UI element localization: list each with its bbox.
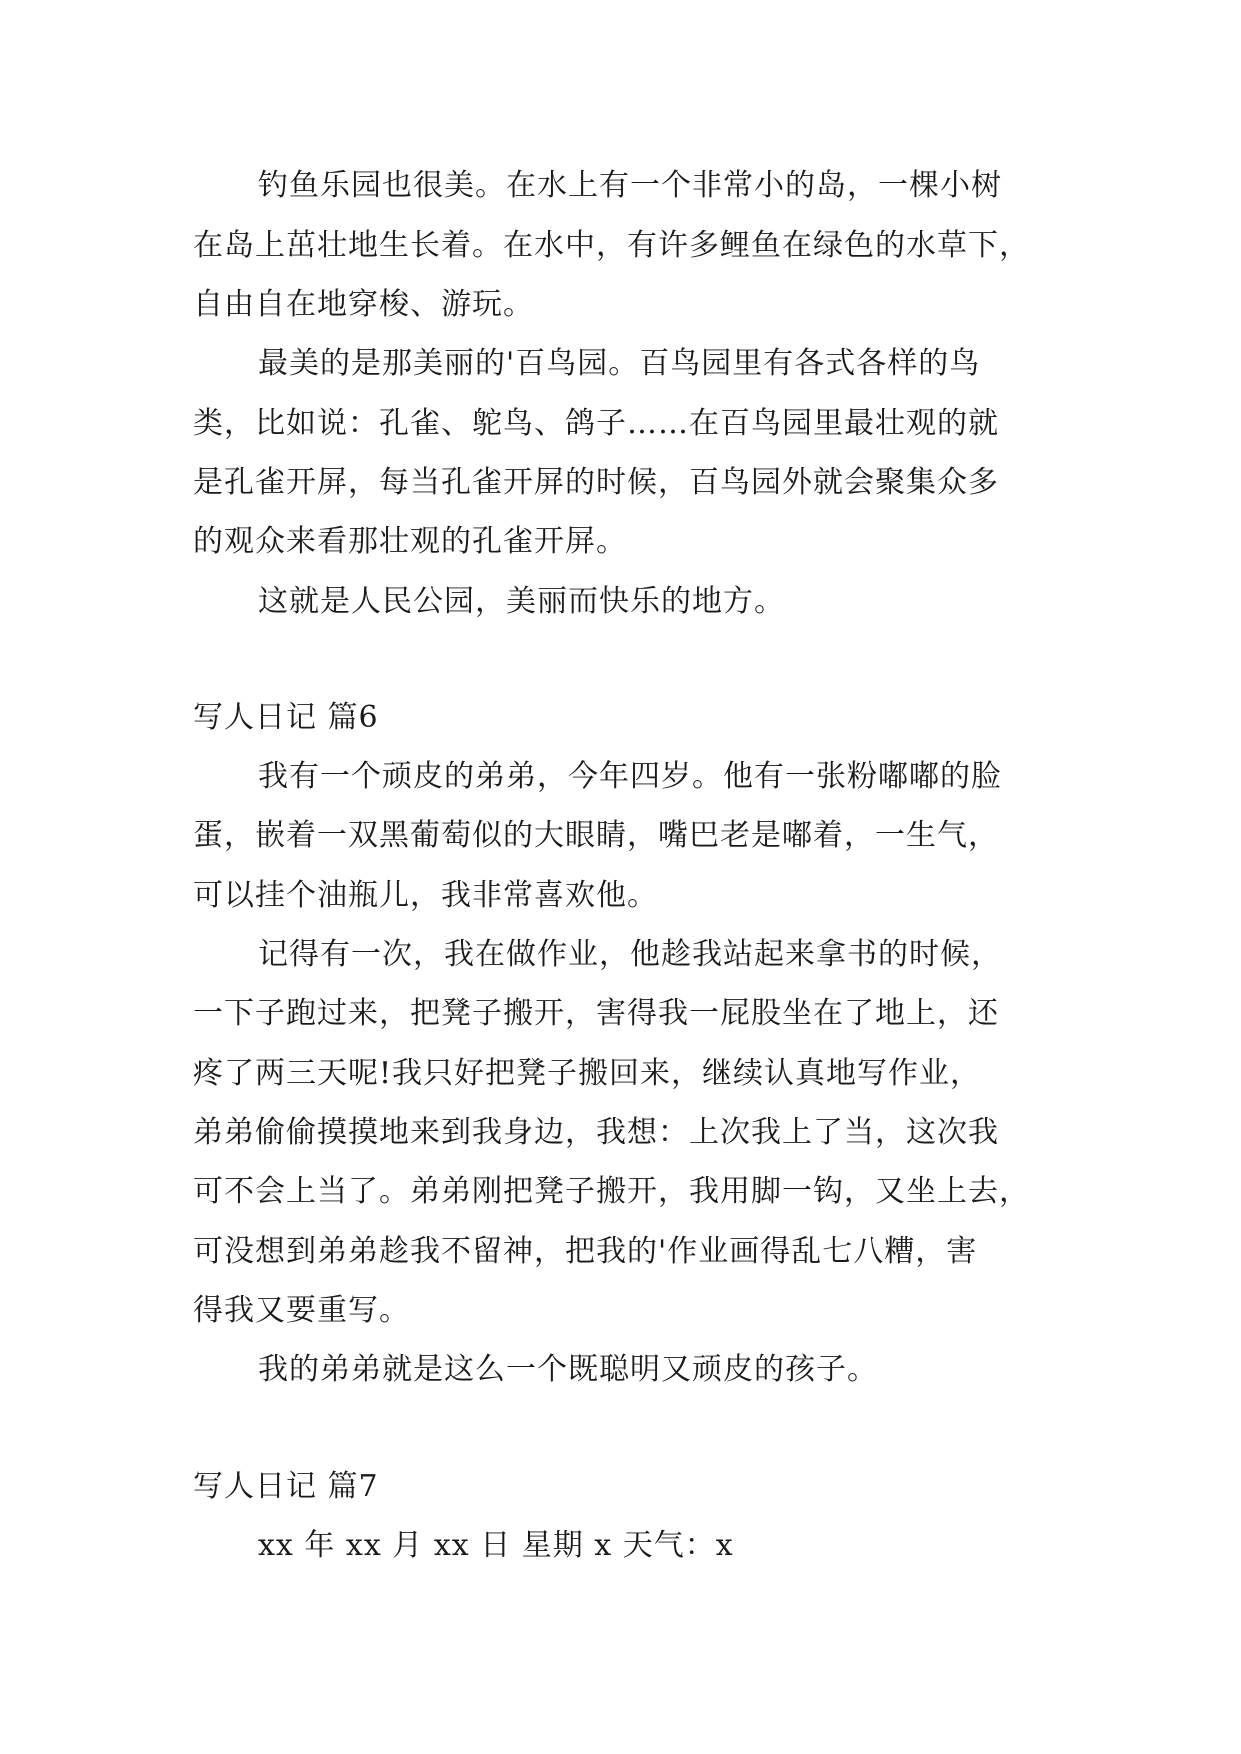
paragraph-line: 弟弟偷偷摸摸地来到我身边，我想：上次我上了当，这次我	[193, 1115, 999, 1150]
paragraph-line: 钓鱼乐园也很美。在水上有一个非常小的岛，一棵小树	[258, 168, 1002, 203]
section-title: 写人日记 篇6	[193, 700, 379, 735]
paragraph-line: 我的弟弟就是这么一个既聪明又顽皮的孩子。	[258, 1352, 878, 1387]
paragraph-line: 一下子跑过来，把凳子搬开，害得我一屁股坐在了地上，还	[193, 996, 999, 1031]
paragraph-line: 蛋，嵌着一双黑葡萄似的大眼睛，嘴巴老是嘟着，一生气，	[193, 818, 999, 853]
paragraph-line: 自由自在地穿梭、游玩。	[193, 287, 534, 322]
paragraph-line: 这就是人民公园，美丽而快乐的地方。	[258, 584, 785, 619]
paragraph-line: 得我又要重写。	[193, 1293, 410, 1328]
paragraph-line: 在岛上茁壮地生长着。在水中，有许多鲤鱼在绿色的水草下，	[193, 228, 1030, 263]
paragraph-line: 类，比如说：孔雀、鸵鸟、鸽子……在百鸟园里最壮观的就	[193, 406, 999, 441]
paragraph-line: 可以挂个油瓶儿，我非常喜欢他。	[193, 878, 658, 913]
paragraph-line: 的观众来看那壮观的孔雀开屏。	[193, 524, 627, 559]
dateline: xx 年 xx 月 xx 日 星期 x 天气：x	[258, 1528, 734, 1563]
paragraph-line: 可不会上当了。弟弟刚把凳子搬开，我用脚一钩，又坐上去，	[193, 1174, 1030, 1209]
paragraph-line: 最美的是那美丽的'百鸟园。百鸟园里有各式各样的鸟	[258, 346, 981, 381]
paragraph-line: 记得有一次，我在做作业，他趁我站起来拿书的时候，	[258, 937, 1002, 972]
paragraph-line: 疼了两三天呢!我只好把凳子搬回来，继续认真地写作业，	[193, 1056, 982, 1091]
paragraph-line: 我有一个顽皮的弟弟，今年四岁。他有一张粉嘟嘟的脸	[258, 759, 1002, 794]
paragraph-line: 可没想到弟弟趁我不留神，把我的'作业画得乱七八糟，害	[193, 1234, 978, 1269]
paragraph-line: 是孔雀开屏，每当孔雀开屏的时候，百鸟园外就会聚集众多	[193, 465, 999, 500]
section-title: 写人日记 篇7	[193, 1469, 379, 1504]
